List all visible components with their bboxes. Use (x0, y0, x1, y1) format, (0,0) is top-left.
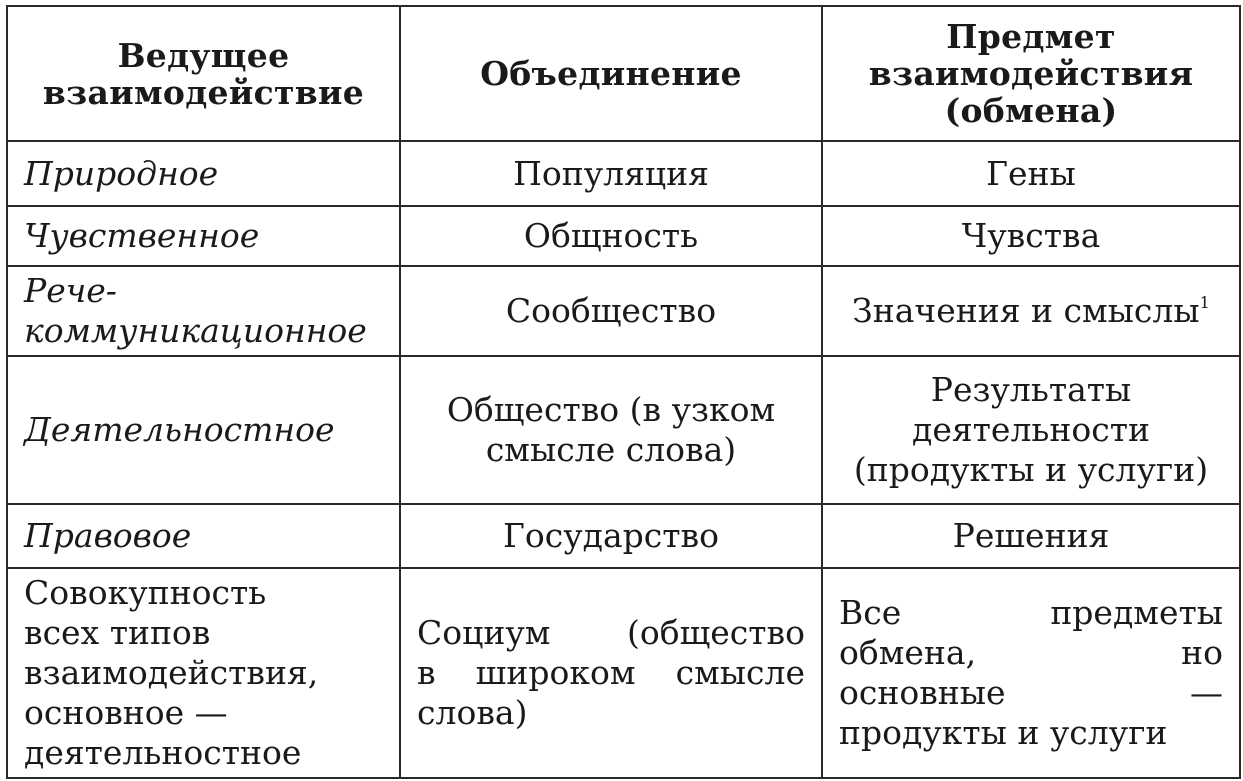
cell-interaction (7, 568, 400, 778)
cell-line: взаимодействия, (24, 653, 319, 692)
table-row (7, 568, 1240, 778)
table-row (7, 356, 1240, 504)
header-interaction: Ведущее взаимодействие (7, 6, 400, 141)
cell-subject: Чувства (822, 206, 1240, 266)
cell-subject: Решения (822, 504, 1240, 568)
cell-line: деятельности (912, 410, 1150, 449)
cell-interaction: Природное (7, 141, 400, 206)
cell-line: обмена, но (839, 633, 1223, 672)
cell-line: Совокупность (24, 573, 267, 612)
cell-line: (продукты и услуги) (853, 450, 1209, 489)
cell-association (400, 356, 822, 504)
cell-interaction: Чувственное (7, 206, 400, 266)
footnote-marker: 1 (1199, 293, 1210, 312)
cell-line: основное — (24, 693, 228, 732)
table-row (7, 504, 1240, 568)
cell-line: всех типов (24, 613, 211, 652)
cell-line: Социум (общество (417, 613, 805, 652)
cell-line: Результаты (930, 370, 1132, 409)
cell-line: смысле слова) (485, 430, 737, 469)
cell-interaction: Правовое (7, 504, 400, 568)
cell-interaction: Деятельностное (7, 356, 400, 504)
header-subject: Предмет взаимодействия (обмена) (822, 6, 1240, 141)
cell-subject (822, 568, 1240, 778)
cell-interaction (7, 266, 400, 356)
cell-association (400, 568, 822, 778)
cell-line: основные — (839, 673, 1223, 712)
cell-line: Общество (в узком (446, 390, 776, 429)
cell-line: деятельностное (24, 733, 302, 772)
table-row (7, 141, 1240, 206)
cell-subject (822, 356, 1240, 504)
table-row (7, 266, 1240, 356)
cell-text: Значения и смыслы (852, 291, 1200, 330)
cell-association: Государство (400, 504, 822, 568)
cell-line: Рече- (24, 271, 117, 310)
cell-subject (822, 266, 1240, 356)
cell-association: Общность (400, 206, 822, 266)
cell-subject: Гены (822, 141, 1240, 206)
cell-line: продукты и услуги (839, 713, 1168, 752)
cell-line: слова) (417, 693, 528, 732)
data-table (6, 5, 1241, 779)
cell-line: в широком смысле (417, 653, 805, 692)
cell-association: Популяция (400, 141, 822, 206)
table-header-row (7, 6, 1240, 141)
cell-association: Сообщество (400, 266, 822, 356)
cell-line: Все предметы (839, 593, 1223, 632)
table-row (7, 206, 1240, 266)
header-association: Объединение (400, 6, 822, 141)
cell-line: коммуникационное (24, 311, 367, 350)
